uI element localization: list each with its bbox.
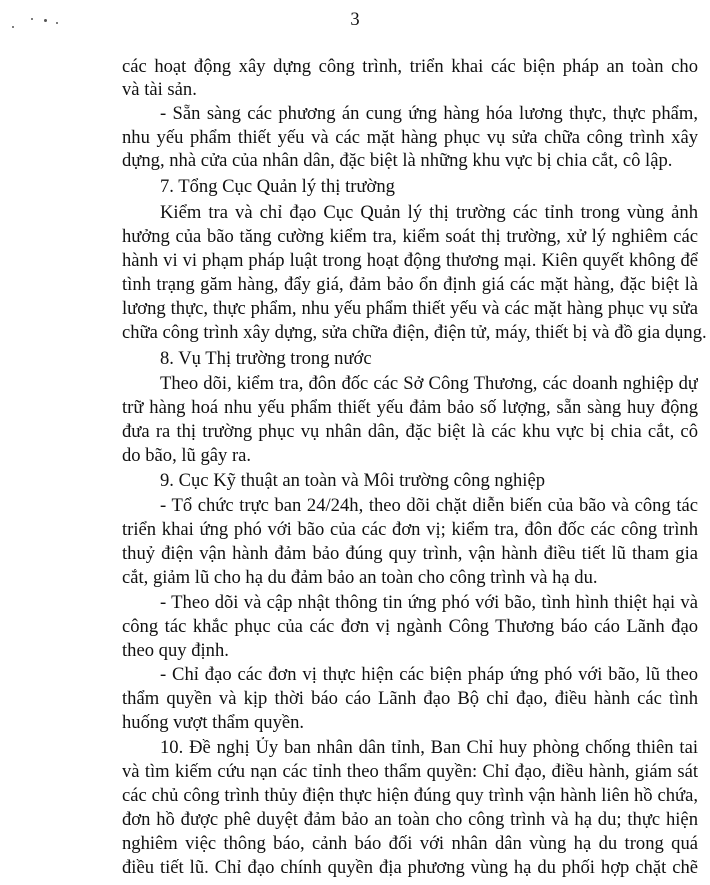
text-line: triển khai ứng phó với bão của các đơn vị; kiểm tra, đôn đốc các công trình	[122, 519, 698, 540]
text-line: các hoạt động xây dựng công trình, triển khai các biện pháp an toàn cho	[122, 56, 698, 77]
text-line: thẩm quyền và kịp thời báo cáo Lãnh đạo Bộ chỉ đạo, điều hành các tình	[122, 688, 698, 709]
text-line: Theo dõi, kiểm tra, đôn đốc các Sở Công Thương, các doanh nghiệp dự	[160, 373, 698, 394]
text-line: huống vượt thẩm quyền.	[122, 712, 305, 733]
text-line: 8. Vụ Thị trường trong nước	[160, 348, 372, 369]
text-line: điều tiết lũ. Chỉ đạo chính quyền địa phương vùng hạ du phối hợp chặt chẽ	[122, 857, 698, 878]
text-line: trữ hàng hoá nhu yếu phẩm thiết yếu đảm bảo số lượng, sẵn sàng huy động	[122, 397, 698, 418]
text-line: Kiểm tra và chỉ đạo Cục Quản lý thị trường các tỉnh trong vùng ảnh	[160, 202, 698, 223]
text-line: hành vi vi phạm pháp luật trong hoạt động thương mại. Kiên quyết không để	[122, 250, 698, 271]
text-line: - Sẵn sàng các phương án cung ứng hàng hóa lương thực, thực phẩm,	[160, 103, 698, 124]
text-line: - Theo dõi và cập nhật thông tin ứng phó với bão, tình hình thiệt hại và	[160, 592, 698, 613]
text-line: đưa ra thị trường phục vụ nhân dân, đặc biệt là các khu vực bị chia cắt, cô	[122, 421, 698, 442]
text-line: 10. Đề nghị Ủy ban nhân dân tỉnh, Ban Chỉ huy phòng chống thiên tai	[160, 737, 698, 758]
text-line: lương thực, thực phẩm, nhu yếu phẩm thiết yếu và các mặt hàng phục vụ sửa	[122, 298, 698, 319]
text-line: hưởng của bão tăng cường kiểm tra, kiểm soát thị trường, xử lý nghiêm các	[122, 226, 698, 247]
text-line: - Chỉ đạo các đơn vị thực hiện các biện pháp ứng phó với bão, lũ theo	[160, 664, 698, 685]
text-line: chữa công trình xây dựng, sửa chữa điện, điện tử, máy, thiết bị và đồ gia dụng.	[122, 322, 707, 343]
text-line: - Tổ chức trực ban 24/24h, theo dõi chặt diễn biến của bão và công tác	[160, 495, 698, 516]
text-line: theo quy định.	[122, 640, 229, 661]
text-line: và tìm kiếm cứu nạn các tỉnh theo thẩm quyền: Chỉ đạo, điều hành, giám sát	[122, 761, 698, 782]
text-line: tình trạng găm hàng, đẩy giá, đảm bảo ổn định giá các mặt hàng, đặc biệt là	[122, 274, 698, 295]
text-line: các chủ công trình thủy điện thực hiện đúng quy trình vận hành liên hồ chứa,	[122, 785, 698, 806]
text-line: nghiêm việc thông báo, cảnh báo đối với nhân dân vùng hạ du trong quá	[122, 833, 698, 854]
text-line: cắt, giảm lũ cho hạ du đảm bảo an toàn cho công trình và hạ du.	[122, 567, 598, 588]
page-number: 3	[350, 10, 360, 30]
text-line: và tài sản.	[122, 79, 197, 100]
text-line: 7. Tổng Cục Quản lý thị trường	[160, 176, 395, 197]
text-line: thuỷ điện vận hành đảm bảo đúng quy trình, vận hành điều tiết lũ tham gia	[122, 543, 698, 564]
text-line: đơn hồ được phê duyệt đảm bảo an toàn cho công trình và hạ du; thực hiện	[122, 809, 698, 830]
text-line: công tác khắc phục của các đơn vị ngành Công Thương báo cáo Lãnh đạo	[122, 616, 698, 637]
text-line: 9. Cục Kỹ thuật an toàn và Môi trường công nghiệp	[160, 470, 546, 491]
text-line: do bão, lũ gây ra.	[122, 445, 252, 466]
text-line: nhu yếu phẩm thiết yếu và các mặt hàng phục vụ sửa chữa công trình xây	[122, 127, 698, 148]
text-line: dựng, nhà cửa của nhân dân, đặc biệt là những khu vực bị chia cắt, cô lập.	[122, 150, 673, 171]
